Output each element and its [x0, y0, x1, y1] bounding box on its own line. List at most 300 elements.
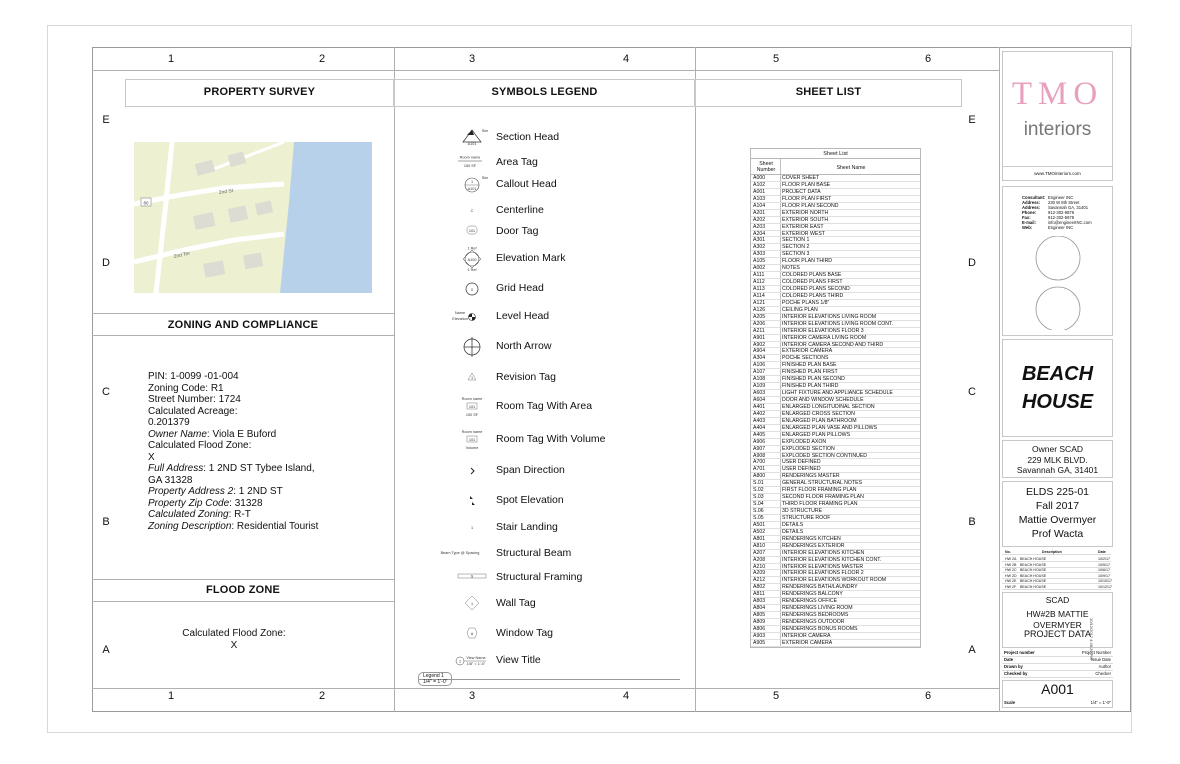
- legend-label: Centerline: [496, 204, 544, 216]
- sheet-name-cell: COVER SHEET: [782, 175, 820, 181]
- table-row: [751, 529, 920, 536]
- zoning-header-rule: [92, 335, 394, 336]
- legend-row: [440, 489, 690, 513]
- consultant-row: [1022, 225, 1102, 230]
- title-block-divider: [999, 47, 1000, 712]
- table-row: [751, 251, 920, 258]
- flood-zone-value: X: [230, 640, 238, 651]
- sheet-number-cell: A103: [753, 195, 766, 202]
- meta-row: [1002, 650, 1113, 657]
- sheet-name-cell: FLOOR PLAN FIRST: [782, 195, 832, 202]
- sheet-number-cell: A204: [753, 230, 766, 237]
- sheet-name-cell: DETAILS: [782, 521, 804, 528]
- school-text: SCAD: [1045, 595, 1070, 605]
- sheet-name-cell: INTERIOR ELEVATIONS KITCHEN CONT.: [782, 556, 882, 563]
- table-row: [751, 286, 920, 293]
- legend-row: [440, 542, 690, 566]
- revision-no-header: No.: [1005, 550, 1011, 554]
- table-row: [751, 591, 920, 598]
- consultant-value: 912-302-9876: [1048, 210, 1075, 215]
- sheet-name-cell: FIRST FLOOR FRAMING PLAN: [782, 487, 857, 494]
- legend-row: [440, 220, 690, 244]
- sheet-title-text: PROJECT DATA: [1023, 629, 1091, 639]
- course-line-3: Mattie Overmyer: [1018, 514, 1097, 526]
- sheet-number-cell: A905: [753, 639, 766, 646]
- sheet-name-cell: GENERAL STRUCTURAL NOTES: [782, 480, 863, 487]
- sheet-number-cell: A102: [753, 181, 766, 188]
- sheet-list-table-title: Sheet List: [751, 149, 920, 159]
- sheet-number-cell: A805: [753, 612, 766, 619]
- table-row: [751, 404, 920, 411]
- revision-header-row: [1002, 550, 1111, 555]
- sheet-name-cell: FINISHED PLAN FIRST: [782, 369, 838, 376]
- table-row: [751, 314, 920, 321]
- table-row: [751, 536, 920, 543]
- sheet-number-column-header: Sheet Number: [756, 161, 776, 173]
- structural-beam-icon: [440, 542, 492, 566]
- sheet-number-cell: A106: [753, 362, 766, 369]
- sheet-name-cell: SECTION 2: [782, 244, 810, 251]
- sheet-number-cell: A302: [753, 244, 766, 251]
- legend-row: [440, 622, 690, 646]
- table-row: [751, 425, 920, 432]
- consultant-key: E-mail:: [1022, 220, 1036, 225]
- legend-label: Window Tag: [496, 627, 554, 639]
- meta-key: Project number: [1004, 650, 1035, 655]
- sheet-name-cell: RENDERINGS KITCHEN: [782, 535, 841, 542]
- revision-description: BEACH HOUSE: [1020, 573, 1047, 578]
- sheet-name-cell: ENLARGED PLAN PILLOWS: [782, 431, 851, 438]
- sheet-number-cell: A209: [753, 570, 766, 577]
- table-row: [751, 182, 920, 189]
- sheet-name-cell: COLORED PLANS FIRST: [782, 279, 843, 286]
- legend-footer-rule: [418, 679, 680, 680]
- elevation-mark-icon: [440, 247, 492, 271]
- symbol-tag-text: S: [470, 574, 474, 579]
- grid-row-letter: A: [968, 644, 976, 656]
- zip-code-label: Property Zip Code: [148, 497, 230, 509]
- table-row: [751, 487, 920, 494]
- sheet-number-cell: A108: [753, 376, 766, 383]
- sheet-name-cell: DETAILS: [782, 528, 804, 535]
- course-line-1: ELDS 225-01: [1025, 486, 1090, 498]
- sheet-number-cell: A201: [753, 209, 766, 216]
- spot-elevation-icon: [440, 489, 492, 513]
- sheet-number-cell: A803: [753, 598, 766, 605]
- legend-row: [440, 366, 690, 390]
- sheet-number-cell: A502: [753, 528, 766, 535]
- sheet-number-cell: A211: [753, 327, 765, 334]
- table-row: [751, 196, 920, 203]
- sheet-number-cell: A105: [753, 258, 766, 265]
- symbol-tag-text: Room name: [461, 430, 483, 434]
- table-row: [751, 626, 920, 633]
- consultant-key: Phone:: [1022, 210, 1037, 215]
- course-line-4: Prof Wacta: [1031, 528, 1084, 540]
- legend-row: [440, 126, 690, 150]
- legend-label: Revision Tag: [496, 371, 556, 383]
- legend-label: Span Direction: [496, 464, 565, 476]
- acreage-label: Calculated Acreage:: [148, 405, 238, 417]
- sheet-number-cell: A126: [753, 306, 766, 313]
- legend-row: [440, 428, 690, 452]
- sheet-number-cell: A114: [753, 292, 765, 299]
- sheet-name-cell: EXTERIOR EAST: [782, 223, 824, 230]
- table-row: [751, 432, 920, 439]
- legend-label: Room Tag With Volume: [496, 433, 606, 445]
- window-tag-icon: [440, 622, 492, 646]
- grid-column-number: 5: [772, 690, 780, 702]
- sheet-number-cell: S.03: [753, 494, 764, 501]
- sheet-number-cell: A208: [753, 556, 766, 563]
- symbol-tag-text: 150 SF: [463, 164, 477, 168]
- logo-interiors: interiors: [1023, 119, 1092, 140]
- table-row: [751, 362, 920, 369]
- legend-row: [440, 395, 690, 419]
- revision-no: HW 2C: [1005, 568, 1017, 572]
- zip-code-row: [148, 498, 318, 510]
- legend-label: Wall Tag: [496, 597, 536, 609]
- sheet-name-cell: RENDERINGS BATH/LAUNDRY: [782, 584, 858, 591]
- revision-tag-icon: [440, 366, 492, 390]
- zoning-top-rule: [92, 313, 394, 314]
- legend-label: Structural Framing: [496, 571, 583, 583]
- grid-column-number: 4: [622, 690, 630, 702]
- sheet-name-cell: STRUCTURE ROOF: [782, 514, 831, 521]
- sheet-name-cell: SECTION 3: [782, 251, 810, 258]
- project-name-line-2: HOUSE: [1021, 391, 1094, 413]
- grid-column-number: 3: [468, 53, 476, 65]
- grid-column-number: 4: [622, 53, 630, 65]
- logo-tmo: TMO: [1011, 76, 1104, 112]
- sheet-number-cell: A806: [753, 625, 766, 632]
- sheet-number-cell: A000: [753, 175, 766, 181]
- table-row: [751, 321, 920, 328]
- table-row: [751, 605, 920, 612]
- legend-name: Legend 1: [423, 673, 444, 679]
- table-row: [751, 494, 920, 501]
- consultant-value: Engineer INC: [1048, 195, 1074, 200]
- owner-name-row: [148, 429, 318, 441]
- logo-box: [1002, 51, 1113, 181]
- revision-description: BEACH HOUSE: [1020, 557, 1047, 561]
- symbol-tag-text: 150 SF: [465, 413, 479, 417]
- sheet-name-cell: CEILING PLAN: [782, 306, 818, 313]
- table-row: [751, 466, 920, 473]
- consultant-value: Savannah GA, 31401: [1048, 205, 1089, 210]
- column-divider-2: [695, 47, 696, 712]
- symbol-tag-text: A: [470, 632, 474, 636]
- sheet-name-cell: THIRD FLOOR FRAMING PLAN: [782, 501, 858, 508]
- symbol-tag-text: 1/8" = 1'-0": [466, 662, 486, 666]
- revision-no: HW 2A: [1005, 557, 1017, 561]
- acreage-value: 0.201379: [148, 417, 190, 428]
- legend-row: [440, 151, 690, 175]
- sheet-number-cell: A901: [753, 334, 766, 341]
- table-row: [751, 189, 920, 196]
- print-stamp: 10/12/2017 4:38:26 PM: [1089, 618, 1094, 660]
- flood-header-rule: [92, 601, 394, 602]
- revision-description: BEACH HOUSE: [1020, 562, 1047, 567]
- sheet-number-cell: S.04: [753, 501, 764, 508]
- sheet-number-cell: A800: [753, 473, 766, 480]
- symbol-tag-text: Room name: [459, 155, 481, 160]
- table-row: [751, 279, 920, 286]
- map-street-label: 2nd Ter: [173, 250, 191, 260]
- project-name-line-1: BEACH: [1021, 363, 1094, 385]
- legend-label: Spot Elevation: [496, 494, 564, 506]
- table-row: [751, 480, 920, 487]
- symbol-tag-text: 101: [468, 229, 476, 233]
- revision-date: 10/12/17: [1098, 584, 1112, 589]
- property-address-2-label: Property Address 2: [148, 486, 234, 497]
- sheet-number-cell: A809: [753, 619, 766, 625]
- symbols-legend-title: SYMBOLS LEGEND: [491, 86, 598, 98]
- revision-description: BEACH HOUSE: [1020, 584, 1047, 589]
- flood-zone-value: X: [148, 451, 155, 463]
- sheet-number-cell: S.01: [753, 480, 764, 487]
- grid-column-number: 2: [318, 53, 326, 65]
- legend-scale: 1/4" = 1'-0": [423, 679, 448, 685]
- grid-bottom-rule: [92, 688, 999, 689]
- sheet-number-cell: A001: [753, 188, 766, 195]
- room-tag-area-icon: [440, 395, 492, 419]
- symbol-tag-text: C: [470, 209, 474, 213]
- revision-row: [1002, 568, 1111, 573]
- sheet-number-cell: A804: [753, 605, 766, 612]
- symbol-tag-text: Elevation: [452, 317, 468, 321]
- symbol-tag-text: 0: [470, 288, 474, 292]
- grid-row-letter: B: [102, 516, 110, 528]
- sheet-name-cell: DOOR AND WINDOW SCHEDULE: [782, 397, 864, 403]
- symbol-tag-text: 1: [470, 180, 474, 184]
- sheet-name-cell: POCHE PLANS 1/8": [782, 299, 830, 306]
- table-row: [751, 231, 920, 238]
- sheet-number-cell: A701: [753, 466, 766, 473]
- grid-row-letter: E: [968, 114, 976, 126]
- sheet-list-table: [750, 148, 921, 648]
- revision-description: BEACH HOUSE: [1020, 568, 1047, 572]
- sheet-name-cell: USER DEFINED: [782, 459, 821, 466]
- revision-description: BEACH HOUSE: [1020, 579, 1047, 583]
- table-row: [751, 570, 920, 577]
- table-row: [751, 300, 920, 307]
- sheet-name-cell: LIGHT FIXTURE AND APPLIANCE SCHEDULE: [782, 390, 893, 397]
- table-row: [751, 348, 920, 355]
- map-street-label: 2nd St: [218, 188, 234, 196]
- table-row: [751, 619, 920, 626]
- flood-zone-label: Calculated Flood Zone:: [182, 628, 286, 639]
- scale-label: Scale: [1004, 700, 1015, 705]
- owner-info: [1002, 444, 1113, 476]
- sheet-name-cell: INTERIOR CAMERA SECOND AND THIRD: [782, 341, 884, 348]
- sheet-name-cell: RENDERINGS OFFICE: [782, 598, 838, 605]
- symbol-tag-text: 1: [470, 376, 474, 380]
- sheet-list-title: SHEET LIST: [795, 86, 862, 98]
- sheet-name-cell: RENDERINGS MASTER: [782, 473, 840, 480]
- sheet-name-cell: USER DEFINED: [782, 466, 821, 473]
- flood-zone-label: Calculated Flood Zone:: [148, 440, 252, 451]
- meta-value: Issue Date: [1090, 657, 1111, 662]
- project-name: [1002, 360, 1113, 416]
- symbol-tag-text: 101: [468, 438, 476, 442]
- sheet-number-cell: A811: [753, 591, 765, 598]
- table-row: [751, 550, 920, 557]
- table-row: [751, 175, 920, 182]
- owner-line-2: 229 MLK BLVD.: [1027, 454, 1088, 465]
- wall-tag-icon: [440, 592, 492, 616]
- sheet-list-rows: [751, 175, 920, 647]
- meta-row: [1002, 671, 1113, 678]
- legend-label: Structural Beam: [496, 547, 572, 559]
- north-arrow-icon: [440, 335, 492, 359]
- legend-row: [440, 277, 690, 301]
- grid-row-letter: D: [968, 257, 976, 269]
- sheet-number: A001: [1041, 681, 1074, 697]
- sheet-name-cell: INTERIOR ELEVATIONS KITCHEN: [782, 549, 865, 556]
- zoning-description-label: Zoning Description: [148, 520, 232, 532]
- sheet-name-cell: EXTERIOR WEST: [782, 230, 825, 237]
- table-row: [751, 307, 920, 314]
- sheet-number-cell: A906: [753, 438, 766, 445]
- revision-row: [1002, 574, 1111, 579]
- property-survey-title: PROPERTY SURVEY: [203, 86, 316, 98]
- sheet-number-cell: A402: [753, 410, 766, 417]
- sheet-name-cell: EXPLODED AXON: [782, 438, 827, 445]
- grid-column-number: 2: [318, 690, 326, 702]
- sheet-name-cell: RENDERINGS EXTERIOR: [782, 542, 845, 549]
- consultant-value: info@engineerINC.com: [1048, 220, 1092, 225]
- zoning-title: ZONING AND COMPLIANCE: [167, 319, 319, 331]
- table-row: [751, 335, 920, 342]
- zoning-description-value: : Residential Tourist: [231, 520, 319, 532]
- website-text: www.TMOinteriors.com: [1034, 171, 1081, 176]
- table-row: [751, 293, 920, 300]
- calculated-zoning-label: Calculated Zoning: [148, 509, 229, 520]
- legend-row: [440, 649, 690, 673]
- grid-row-letter: C: [102, 386, 110, 398]
- revision-date-header: Date: [1098, 550, 1106, 554]
- meta-row: [1002, 657, 1113, 664]
- table-row: [751, 543, 920, 550]
- symbol-tag-text: 1 Ref: [467, 268, 477, 271]
- map-water: [280, 142, 372, 293]
- property-address-2-value: : 1 2ND ST: [233, 486, 283, 497]
- sheet-name-cell: INTERIOR ELEVATIONS WORKOUT ROOM: [782, 577, 887, 584]
- full-address-value-2: GA 31328: [148, 474, 193, 486]
- table-row: [751, 383, 920, 390]
- meta-value: Author: [1098, 664, 1111, 669]
- table-row: [751, 557, 920, 564]
- calculated-zoning-value: : R-T: [228, 509, 251, 520]
- grid-column-number: 1: [167, 690, 175, 702]
- revision-date: 10/9/17: [1098, 573, 1110, 578]
- sheet-name-cell: SECOND FLOOR FRAMING PLAN: [782, 494, 864, 501]
- table-row: [751, 265, 920, 272]
- stamp-circle-icon: [1036, 287, 1080, 330]
- symbol-tag-text: 1: [470, 602, 474, 606]
- grid-column-number: 3: [468, 690, 476, 702]
- sheet-number-cell: A904: [753, 348, 766, 355]
- sheet-name-cell: RENDERINGS OUTDOOR: [782, 619, 845, 625]
- flood-zone-details: [140, 628, 328, 652]
- legend-label: Area Tag: [496, 156, 538, 168]
- sheet-name-cell: EXPLODED SECTION: [782, 445, 835, 452]
- grid-head-icon: [440, 277, 492, 301]
- revision-description-header: Description: [1042, 550, 1062, 554]
- grid-column-number: 6: [924, 53, 932, 65]
- table-row: [751, 217, 920, 224]
- sheet-name-cell: EXTERIOR CAMERA: [782, 348, 833, 355]
- sheet-number-cell: A810: [753, 542, 766, 549]
- revision-date: 10/10/17: [1098, 579, 1112, 583]
- sheet-number-cell: A205: [753, 313, 766, 320]
- meta-value: Project Number: [1081, 650, 1111, 655]
- zoning-code-text: Zoning Code: R1: [148, 382, 224, 394]
- grid-column-number: 1: [167, 53, 175, 65]
- sheet-number-cell: A207: [753, 549, 766, 556]
- consultant-key: Consultant:: [1022, 195, 1046, 200]
- area-tag-icon: [440, 151, 492, 175]
- symbol-tag-text: Beam Type @ Spacing: [440, 551, 480, 555]
- symbol-tag-text: 1: [470, 526, 474, 530]
- sheet-name-cell: EXTERIOR SOUTH: [782, 216, 829, 223]
- sheet-name-cell: RENDERINGS BONUS ROOMS: [782, 625, 858, 632]
- structural-framing-icon: [440, 566, 492, 590]
- sheet-name-cell: PROJECT DATA: [782, 188, 821, 195]
- table-row: [751, 577, 920, 584]
- table-row: [751, 453, 920, 460]
- symbol-tag-text: Volume: [465, 446, 479, 450]
- sheet-list-header-row: [751, 159, 920, 175]
- table-row: [751, 272, 920, 279]
- sheet-name-cell: FINISHED PLAN BASE: [782, 362, 837, 369]
- table-row: [751, 446, 920, 453]
- sheet-name-cell: EXTERIOR CAMERA: [782, 639, 833, 646]
- legend-label: Stair Landing: [496, 521, 558, 533]
- sheet-number-cell: A210: [753, 563, 766, 570]
- table-row: [751, 515, 920, 522]
- table-row: [751, 473, 920, 480]
- revision-date: 10/5/17: [1098, 562, 1110, 567]
- consultant-value: 230 W 8th Street: [1048, 200, 1080, 205]
- sheet-name-cell: INTERIOR ELEVATIONS LIVING ROOM: [782, 313, 877, 320]
- table-row: [751, 439, 920, 446]
- property-map: [134, 142, 372, 293]
- section-head-icon: [440, 126, 492, 150]
- symbol-tag-text: 101: [468, 405, 476, 409]
- table-row: [751, 459, 920, 466]
- grid-row-letter: A: [102, 644, 110, 656]
- symbol-tag-text: 1: [458, 659, 462, 664]
- table-row: [751, 633, 920, 640]
- sheet-number-cell: A121: [753, 299, 766, 306]
- flood-zone-title: FLOOD ZONE: [205, 584, 281, 596]
- consultant-value: 912-302-5678: [1048, 215, 1075, 220]
- legend-label: Elevation Mark: [496, 252, 566, 264]
- route-shield-label: 80: [143, 200, 149, 206]
- owner-name-value: : Viola E Buford: [206, 428, 277, 440]
- grid-row-letter: E: [102, 114, 110, 126]
- sheet-number-cell: A404: [753, 424, 766, 431]
- seal-circle-icon: [1036, 236, 1080, 280]
- table-row: [751, 397, 920, 404]
- sheet-name-cell: INTERIOR ELEVATIONS FLOOR 2: [782, 570, 864, 577]
- revision-row: [1002, 585, 1111, 590]
- sheet-number-cell: A304: [753, 355, 766, 362]
- symbol-tag-text: Sim: [481, 129, 489, 133]
- sheet-name-cell: INTERIOR CAMERA LIVING ROOM: [782, 334, 867, 341]
